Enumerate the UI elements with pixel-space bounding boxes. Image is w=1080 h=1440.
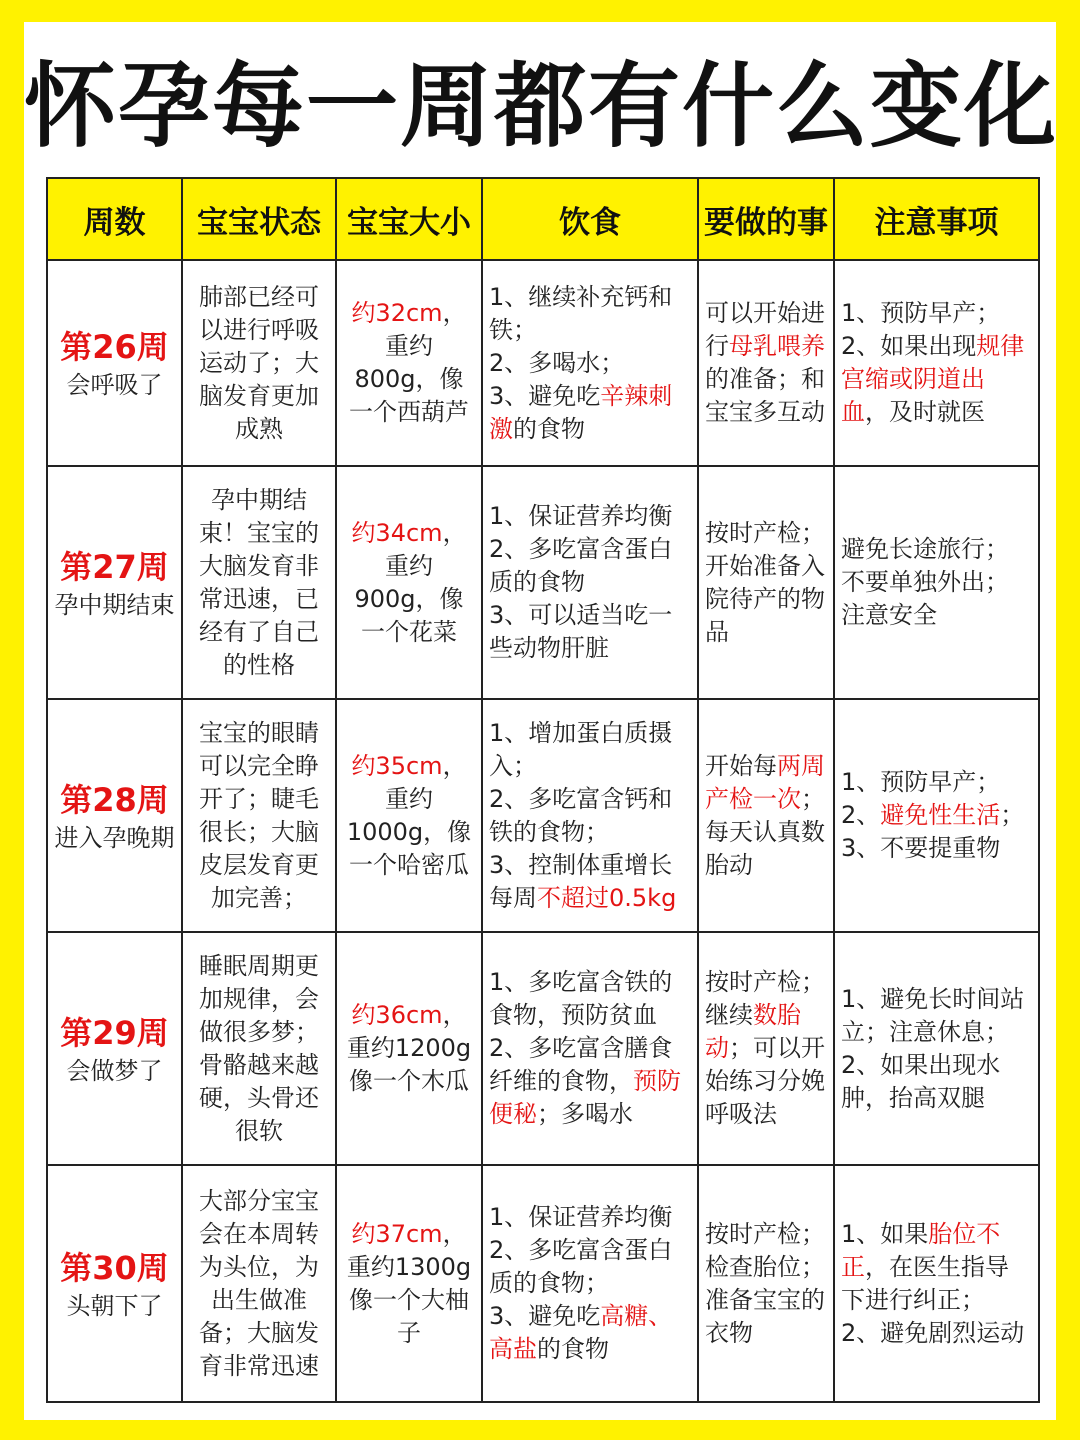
todo-cell xyxy=(698,699,834,932)
cell-text: ，重约800g，像一个西葫芦 xyxy=(349,299,469,426)
highlight-text: 高糖、高盐 xyxy=(489,1302,673,1363)
todo-cell xyxy=(698,932,834,1165)
highlight-text: 数胎动 xyxy=(705,1001,801,1062)
cell-text: 2、多吃富含膳食纤维的食物， xyxy=(489,1034,673,1095)
highlight-text: 约32cm xyxy=(351,299,443,327)
highlight-text: 约37cm xyxy=(351,1219,443,1248)
highlight-text: 约35cm xyxy=(351,751,443,780)
baby-status-cell: 孕中期结束！宝宝的大脑发育非常迅速，已经有了自己的性格 xyxy=(182,466,336,699)
cell-text: 3、避免吃 xyxy=(489,381,601,410)
highlight-text: 约36cm xyxy=(351,1001,443,1029)
header-baby-status: 宝宝状态 xyxy=(182,178,336,260)
cell-text: ；可以开始练习分娩呼吸法 xyxy=(705,1034,825,1128)
highlight-text: 规律宫缩或阴道出血 xyxy=(841,332,1025,426)
cell-text: ；每天认真数胎动 xyxy=(705,784,825,879)
cell-text: 1、避免长时间站立；注意休息； xyxy=(841,984,1025,1046)
notes-cell xyxy=(834,932,1039,1165)
cell-text: 1、预防早产； xyxy=(841,299,1001,327)
cell-text: 2、多吃富含蛋白质的食物 xyxy=(489,535,673,596)
cell-text: 可以开始进行 xyxy=(705,299,825,360)
diet-cell xyxy=(482,1165,698,1402)
baby-size-cell xyxy=(336,699,482,932)
diet-cell xyxy=(482,466,698,699)
baby-status-cell: 大部分宝宝会在本周转为头位，为出生做准备；大脑发育非常迅速 xyxy=(182,1165,336,1402)
week-subtitle: 孕中期结束 xyxy=(54,590,175,619)
table-header-row xyxy=(47,178,1039,260)
cell-text: 按时产检；检查胎位；准备宝宝的衣物 xyxy=(705,1219,825,1347)
cell-text: 1、增加蛋白质摄入； xyxy=(489,718,673,780)
cell-text: 按时产检；开始准备入院待产的物品 xyxy=(705,518,825,646)
cell-text: 1、保证营养均衡 xyxy=(489,1203,673,1231)
baby-size-cell xyxy=(336,466,482,699)
cell-text: ，重约1000g，像一个哈密瓜 xyxy=(346,751,472,879)
week-cell xyxy=(47,466,182,699)
cell-text: ；多喝水 xyxy=(537,1100,633,1128)
cell-text: 开始每 xyxy=(705,751,777,780)
baby-size-cell xyxy=(336,1165,482,1402)
cell-text: 1、预防早产； xyxy=(841,768,1001,796)
page-title: 怀孕每一周都有什么变化 xyxy=(24,53,1059,160)
highlight-text: 约34cm xyxy=(351,518,443,547)
highlight-text: 母乳喂养 xyxy=(729,332,825,360)
cell-text: 1、保证营养均衡 xyxy=(489,502,673,530)
cell-text: ，重约1300g像一个大柚子 xyxy=(346,1219,472,1347)
cell-text: 2、如果出现 xyxy=(841,332,977,360)
table-row xyxy=(47,1165,1039,1402)
cell-text: 3、可以适当吃一些动物肝脏 xyxy=(489,601,673,662)
baby-size-cell xyxy=(336,260,482,466)
header-diet: 饮食 xyxy=(482,178,698,260)
cell-text: 2、多喝水； xyxy=(489,348,625,377)
highlight-text: 预防便秘 xyxy=(489,1067,681,1128)
week-subtitle: 头朝下了 xyxy=(66,1291,163,1320)
cell-text: ，及时就医 xyxy=(865,398,985,426)
todo-cell xyxy=(698,466,834,699)
highlight-text: 不超过0.5kg xyxy=(537,883,677,912)
cell-text: 按时产检；继续 xyxy=(705,968,825,1029)
week-cell xyxy=(47,932,182,1165)
cell-text: ； xyxy=(1000,801,1025,829)
baby-size-cell xyxy=(336,932,482,1165)
diet-cell xyxy=(482,932,698,1165)
table-row xyxy=(47,699,1039,932)
highlight-text: 避免性生活 xyxy=(880,801,1001,829)
cell-text: ，重约1200g像一个木瓜 xyxy=(346,1001,472,1095)
cell-text: 1、继续补充钙和铁； xyxy=(489,282,673,344)
cell-text: 3、避免吃 xyxy=(489,1302,601,1330)
table-row xyxy=(47,260,1039,466)
cell-text: 2、避免剧烈运动 xyxy=(841,1318,1025,1347)
highlight-text: 辛辣刺激 xyxy=(489,381,673,443)
baby-status-cell: 睡眠周期更加规律，会做很多梦；骨骼越来越硬，头骨还很软 xyxy=(182,932,336,1165)
week-subtitle: 进入孕晚期 xyxy=(54,823,175,852)
table-row xyxy=(47,932,1039,1165)
week-label: 第30周 xyxy=(60,1248,169,1287)
notes-cell xyxy=(834,699,1039,932)
todo-cell xyxy=(698,260,834,466)
cell-text: 2、 xyxy=(841,801,881,829)
notes-cell xyxy=(834,466,1039,699)
notes-cell xyxy=(834,260,1039,466)
highlight-text: 胎位不正 xyxy=(841,1219,1001,1281)
week-cell xyxy=(47,1165,182,1402)
header-week: 周数 xyxy=(47,178,182,260)
cell-text: 避免长途旅行；不要单独外出；注意安全 xyxy=(841,535,1009,629)
week-label: 第27周 xyxy=(60,547,169,586)
cell-text: ，在医生指导下进行纠正； xyxy=(841,1252,1009,1314)
todo-cell xyxy=(698,1165,834,1402)
cell-text: 2、如果出现水肿，抬高双腿 xyxy=(841,1050,1001,1112)
header-baby-size: 宝宝大小 xyxy=(336,178,482,260)
cell-text: 3、控制体重增长每周 xyxy=(489,850,673,912)
cell-text: 的食物 xyxy=(513,414,585,443)
cell-text: 3、不要提重物 xyxy=(841,834,1001,862)
cell-text: 2、多吃富含钙和铁的食物； xyxy=(489,784,673,846)
header-notes: 注意事项 xyxy=(834,178,1039,260)
table-row xyxy=(47,466,1039,699)
week-label: 第28周 xyxy=(60,780,169,819)
highlight-text: 两周产检一次 xyxy=(705,751,825,813)
baby-status-cell: 宝宝的眼睛可以完全睁开了；睫毛很长；大脑皮层发育更加完善； xyxy=(182,699,336,932)
baby-status-cell: 肺部已经可以进行呼吸运动了；大脑发育更加成熟 xyxy=(182,260,336,466)
cell-text: 1、如果 xyxy=(841,1219,929,1248)
diet-cell xyxy=(482,699,698,932)
notes-cell xyxy=(834,1165,1039,1402)
week-subtitle: 会呼吸了 xyxy=(66,371,163,399)
cell-text: 1、多吃富含铁的食物，预防贫血 xyxy=(489,968,673,1029)
header-todo: 要做的事 xyxy=(698,178,834,260)
cell-text: ，重约900g，像一个花菜 xyxy=(354,518,467,646)
cell-text: 的准备；和宝宝多互动 xyxy=(705,365,825,426)
cell-text: 的食物 xyxy=(537,1335,609,1363)
week-subtitle: 会做梦了 xyxy=(66,1056,163,1085)
week-label: 第29周 xyxy=(60,1013,169,1052)
week-cell xyxy=(47,699,182,932)
cell-text: 2、多吃富含蛋白质的食物； xyxy=(489,1236,673,1297)
week-label: 第26周 xyxy=(60,328,169,366)
week-cell xyxy=(47,260,182,466)
diet-cell xyxy=(482,260,698,466)
pregnancy-week-table xyxy=(46,177,1040,1403)
